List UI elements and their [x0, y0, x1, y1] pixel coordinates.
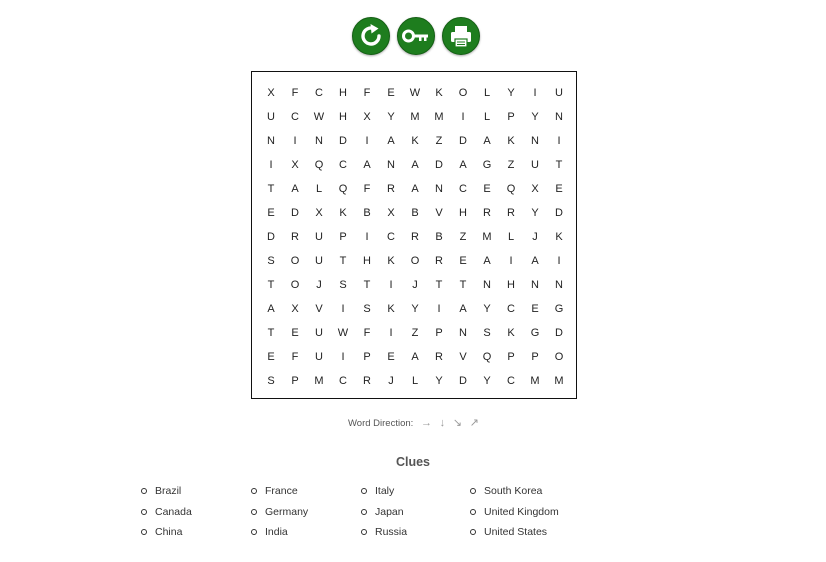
grid-cell[interactable]: M: [530, 375, 540, 387]
grid-cell[interactable]: T: [339, 255, 347, 267]
grid-cell[interactable]: F: [363, 87, 371, 99]
grid-cell[interactable]: R: [387, 183, 395, 195]
grid-cell[interactable]: E: [555, 183, 563, 195]
grid-cell[interactable]: R: [363, 375, 371, 387]
clue-column: [361, 484, 407, 546]
bullet-icon: [141, 529, 147, 535]
grid-cell[interactable]: W: [409, 87, 421, 99]
bullet-icon: [251, 529, 257, 535]
grid-cell[interactable]: A: [291, 183, 299, 195]
bullet-icon: [361, 509, 367, 515]
grid-cell[interactable]: Z: [459, 231, 467, 243]
grid-cell[interactable]: V: [459, 351, 467, 363]
grid-cell[interactable]: T: [267, 183, 275, 195]
grid-cell[interactable]: I: [389, 327, 393, 339]
grid-cell[interactable]: B: [363, 207, 371, 219]
grid-cell[interactable]: L: [483, 87, 491, 99]
grid-cell[interactable]: O: [290, 279, 300, 291]
grid-cell[interactable]: C: [339, 159, 347, 171]
word-direction: [348, 416, 479, 429]
answer-key-button[interactable]: [397, 17, 435, 55]
grid-cell[interactable]: U: [315, 351, 323, 363]
clue-text: Italy: [375, 485, 395, 497]
grid-cell[interactable]: Y: [531, 111, 539, 123]
grid-cell[interactable]: E: [291, 327, 299, 339]
grid-cell[interactable]: P: [507, 111, 515, 123]
clue-item: [141, 505, 192, 526]
reset-button[interactable]: [352, 17, 390, 55]
clue-column: [251, 484, 308, 546]
grid-cell[interactable]: L: [507, 231, 515, 243]
grid-cell[interactable]: I: [293, 135, 297, 147]
grid-cell[interactable]: F: [291, 351, 299, 363]
grid-cell[interactable]: R: [435, 255, 443, 267]
grid-cell[interactable]: O: [458, 87, 468, 99]
grid-cell[interactable]: R: [291, 231, 299, 243]
clue-item: [361, 484, 407, 505]
grid-cell[interactable]: Y: [531, 207, 539, 219]
clue-text: China: [155, 526, 183, 538]
bullet-icon: [361, 529, 367, 535]
grid-row: [259, 273, 571, 297]
grid-cell[interactable]: S: [339, 279, 347, 291]
grid-cell[interactable]: I: [557, 135, 561, 147]
grid-cell[interactable]: M: [314, 375, 324, 387]
grid-cell[interactable]: R: [435, 351, 443, 363]
grid-cell[interactable]: X: [291, 159, 299, 171]
clue-item: [470, 505, 559, 526]
grid-cell[interactable]: A: [411, 351, 419, 363]
grid-cell[interactable]: N: [387, 159, 395, 171]
grid-cell[interactable]: T: [459, 279, 467, 291]
grid-cell[interactable]: R: [411, 231, 419, 243]
grid-cell[interactable]: U: [315, 231, 323, 243]
grid-cell[interactable]: D: [339, 135, 347, 147]
grid-cell[interactable]: O: [554, 351, 564, 363]
grid-cell[interactable]: G: [554, 303, 564, 315]
grid-cell[interactable]: D: [267, 231, 275, 243]
grid-cell[interactable]: E: [531, 303, 539, 315]
refresh-icon: [353, 18, 389, 54]
grid-cell[interactable]: I: [365, 231, 369, 243]
printer-icon: [443, 18, 479, 54]
grid-cell[interactable]: A: [459, 303, 467, 315]
grid-cell[interactable]: O: [410, 255, 420, 267]
grid-cell[interactable]: E: [387, 87, 395, 99]
grid-cell[interactable]: X: [291, 303, 299, 315]
grid-cell[interactable]: P: [435, 327, 443, 339]
grid-row: [259, 369, 571, 393]
clue-item: [141, 484, 192, 505]
grid-cell[interactable]: N: [315, 135, 323, 147]
grid-cell[interactable]: D: [459, 375, 467, 387]
clue-item: [251, 525, 308, 546]
grid-cell[interactable]: L: [411, 375, 419, 387]
grid-row: [259, 297, 571, 321]
grid-cell[interactable]: J: [316, 279, 322, 291]
clue-item: [251, 505, 308, 526]
grid-cell[interactable]: X: [363, 111, 371, 123]
grid-row: [259, 345, 571, 369]
grid-cell[interactable]: K: [435, 87, 443, 99]
grid-cell[interactable]: A: [411, 159, 419, 171]
grid-cell[interactable]: U: [315, 327, 323, 339]
grid-cell[interactable]: J: [532, 231, 538, 243]
grid-cell[interactable]: Q: [314, 159, 324, 171]
grid-cell[interactable]: V: [315, 303, 323, 315]
grid-cell[interactable]: T: [555, 159, 563, 171]
bullet-icon: [361, 488, 367, 494]
grid-cell[interactable]: U: [315, 255, 323, 267]
grid-cell[interactable]: M: [482, 231, 492, 243]
grid-cell[interactable]: I: [461, 111, 465, 123]
grid-cell[interactable]: T: [435, 279, 443, 291]
grid-row: [259, 321, 571, 345]
grid-cell[interactable]: H: [339, 111, 347, 123]
grid-cell[interactable]: J: [412, 279, 418, 291]
grid-cell[interactable]: I: [533, 87, 537, 99]
grid-cell[interactable]: A: [483, 135, 491, 147]
grid-cell[interactable]: Q: [482, 351, 492, 363]
grid-cell[interactable]: Y: [387, 111, 395, 123]
grid-cell[interactable]: I: [509, 255, 513, 267]
grid-cell[interactable]: G: [482, 159, 492, 171]
grid-cell[interactable]: I: [365, 135, 369, 147]
grid-cell[interactable]: K: [411, 135, 419, 147]
clues-title: Clues: [395, 455, 431, 469]
clue-text: Germany: [265, 505, 309, 518]
grid-cell[interactable]: K: [387, 303, 395, 315]
grid-cell[interactable]: H: [459, 207, 467, 219]
grid-row: [259, 177, 571, 201]
grid-cell[interactable]: U: [555, 87, 563, 99]
grid-cell[interactable]: F: [363, 327, 371, 339]
grid-cell[interactable]: P: [507, 351, 515, 363]
grid-cell[interactable]: T: [267, 279, 275, 291]
grid-cell[interactable]: M: [410, 111, 420, 123]
bullet-icon: [251, 509, 257, 515]
clue-text: India: [265, 526, 288, 538]
grid-cell[interactable]: K: [555, 231, 563, 243]
grid-cell[interactable]: X: [387, 207, 395, 219]
clue-text: South Korea: [484, 485, 543, 497]
grid-cell[interactable]: D: [555, 207, 563, 219]
grid-cell[interactable]: U: [531, 159, 539, 171]
grid-cell[interactable]: C: [459, 183, 467, 195]
arrow-right-icon: →: [420, 417, 432, 429]
grid-cell[interactable]: I: [341, 351, 345, 363]
arrow-up-right-icon: ↗: [469, 417, 479, 429]
grid-cell[interactable]: Z: [507, 159, 515, 171]
grid-cell[interactable]: K: [507, 327, 515, 339]
grid-cell[interactable]: A: [459, 159, 467, 171]
grid-cell[interactable]: J: [388, 375, 394, 387]
grid-cell[interactable]: R: [483, 207, 491, 219]
grid-cell[interactable]: I: [437, 303, 441, 315]
clue-item: [251, 484, 308, 505]
clue-item: [361, 505, 407, 526]
bullet-icon: [251, 488, 257, 494]
grid-cell[interactable]: P: [339, 231, 347, 243]
clue-item: [361, 525, 407, 546]
grid-row: [259, 249, 571, 273]
grid-cell[interactable]: S: [267, 375, 275, 387]
bullet-icon: [141, 509, 147, 515]
grid-cell[interactable]: P: [363, 351, 371, 363]
bullet-icon: [470, 509, 476, 515]
grid-cell[interactable]: Y: [507, 87, 515, 99]
clue-text: United Kingdom: [484, 505, 559, 518]
grid-cell[interactable]: M: [554, 375, 564, 387]
bullet-icon: [470, 529, 476, 535]
grid-cell[interactable]: K: [339, 207, 347, 219]
word-search-grid: [251, 71, 577, 399]
grid-cell[interactable]: A: [483, 255, 491, 267]
grid-cell[interactable]: L: [483, 111, 491, 123]
grid-cell[interactable]: B: [411, 207, 419, 219]
clue-item: [470, 484, 559, 505]
grid-row: [259, 201, 571, 225]
grid-cell[interactable]: Z: [435, 135, 443, 147]
grid-cell[interactable]: I: [341, 303, 345, 315]
grid-cell[interactable]: P: [531, 351, 539, 363]
grid-cell[interactable]: G: [530, 327, 540, 339]
clue-text: United States: [484, 526, 548, 538]
letter-grid: [259, 81, 571, 393]
grid-cell[interactable]: F: [291, 87, 299, 99]
grid-cell[interactable]: H: [339, 87, 347, 99]
grid-cell[interactable]: A: [363, 159, 371, 171]
grid-cell[interactable]: S: [363, 303, 371, 315]
grid-cell[interactable]: D: [435, 159, 443, 171]
clue-text: Russia: [375, 526, 408, 538]
grid-cell[interactable]: E: [267, 351, 275, 363]
grid-cell[interactable]: Z: [411, 327, 419, 339]
clue-text: Canada: [155, 505, 192, 518]
clue-item: [141, 525, 192, 546]
grid-cell[interactable]: Q: [338, 183, 348, 195]
grid-cell[interactable]: I: [557, 255, 561, 267]
grid-cell[interactable]: V: [435, 207, 443, 219]
grid-cell[interactable]: C: [291, 111, 299, 123]
grid-cell[interactable]: N: [531, 279, 539, 291]
grid-cell[interactable]: N: [555, 111, 563, 123]
grid-cell[interactable]: I: [269, 159, 273, 171]
grid-cell[interactable]: Y: [411, 303, 419, 315]
clue-text: Brazil: [155, 485, 182, 497]
clue-text: Japan: [375, 505, 404, 518]
grid-cell[interactable]: C: [387, 231, 395, 243]
grid-cell[interactable]: U: [267, 111, 275, 123]
grid-cell[interactable]: S: [483, 327, 491, 339]
grid-row: [259, 81, 571, 105]
grid-cell[interactable]: E: [387, 351, 395, 363]
word-direction-label: Word Direction:: [348, 418, 414, 429]
grid-cell[interactable]: D: [459, 135, 467, 147]
bullet-icon: [470, 488, 476, 494]
grid-cell[interactable]: C: [339, 375, 347, 387]
clue-item: [470, 525, 559, 546]
grid-cell[interactable]: X: [267, 87, 275, 99]
grid-cell[interactable]: M: [434, 111, 444, 123]
grid-cell[interactable]: O: [290, 255, 300, 267]
grid-cell[interactable]: N: [483, 279, 491, 291]
grid-cell[interactable]: Q: [506, 183, 516, 195]
grid-cell[interactable]: K: [387, 255, 395, 267]
grid-cell[interactable]: K: [507, 135, 515, 147]
grid-cell[interactable]: N: [267, 135, 275, 147]
grid-cell[interactable]: H: [507, 279, 515, 291]
grid-cell[interactable]: Y: [483, 375, 491, 387]
grid-cell[interactable]: C: [507, 303, 515, 315]
grid-cell[interactable]: N: [531, 135, 539, 147]
clue-column: [141, 484, 192, 546]
grid-cell[interactable]: R: [507, 207, 515, 219]
grid-cell[interactable]: E: [267, 207, 275, 219]
grid-cell[interactable]: N: [459, 327, 467, 339]
toolbar: [352, 17, 478, 55]
grid-row: [259, 225, 571, 249]
grid-cell[interactable]: S: [267, 255, 275, 267]
grid-cell[interactable]: W: [337, 327, 349, 339]
grid-cell[interactable]: B: [435, 231, 443, 243]
grid-cell[interactable]: D: [291, 207, 299, 219]
clue-text: France: [265, 485, 298, 497]
grid-cell[interactable]: N: [435, 183, 443, 195]
bullet-icon: [141, 488, 147, 494]
grid-cell[interactable]: A: [411, 183, 419, 195]
grid-cell[interactable]: X: [531, 183, 539, 195]
key-icon: [398, 18, 434, 54]
print-button[interactable]: [442, 17, 480, 55]
grid-row: [259, 129, 571, 153]
grid-cell[interactable]: E: [483, 183, 491, 195]
grid-cell[interactable]: C: [315, 87, 323, 99]
grid-cell[interactable]: I: [389, 279, 393, 291]
grid-cell[interactable]: C: [507, 375, 515, 387]
grid-cell[interactable]: W: [313, 111, 325, 123]
grid-cell[interactable]: A: [531, 255, 539, 267]
grid-cell[interactable]: D: [555, 327, 563, 339]
grid-cell[interactable]: A: [267, 303, 275, 315]
grid-cell[interactable]: A: [387, 135, 395, 147]
arrow-down-icon: ↓: [439, 417, 446, 429]
grid-cell[interactable]: N: [555, 279, 563, 291]
grid-cell[interactable]: F: [363, 183, 371, 195]
grid-row: [259, 105, 571, 129]
grid-cell[interactable]: T: [363, 279, 371, 291]
grid-cell[interactable]: L: [315, 183, 323, 195]
grid-cell[interactable]: Y: [435, 375, 443, 387]
grid-cell[interactable]: E: [459, 255, 467, 267]
grid-cell[interactable]: P: [291, 375, 299, 387]
grid-cell[interactable]: H: [363, 255, 371, 267]
grid-cell[interactable]: X: [315, 207, 323, 219]
grid-cell[interactable]: Y: [483, 303, 491, 315]
grid-row: [259, 153, 571, 177]
arrow-down-right-icon: ↘: [452, 417, 462, 429]
clue-column: [470, 484, 559, 546]
grid-cell[interactable]: T: [267, 327, 275, 339]
